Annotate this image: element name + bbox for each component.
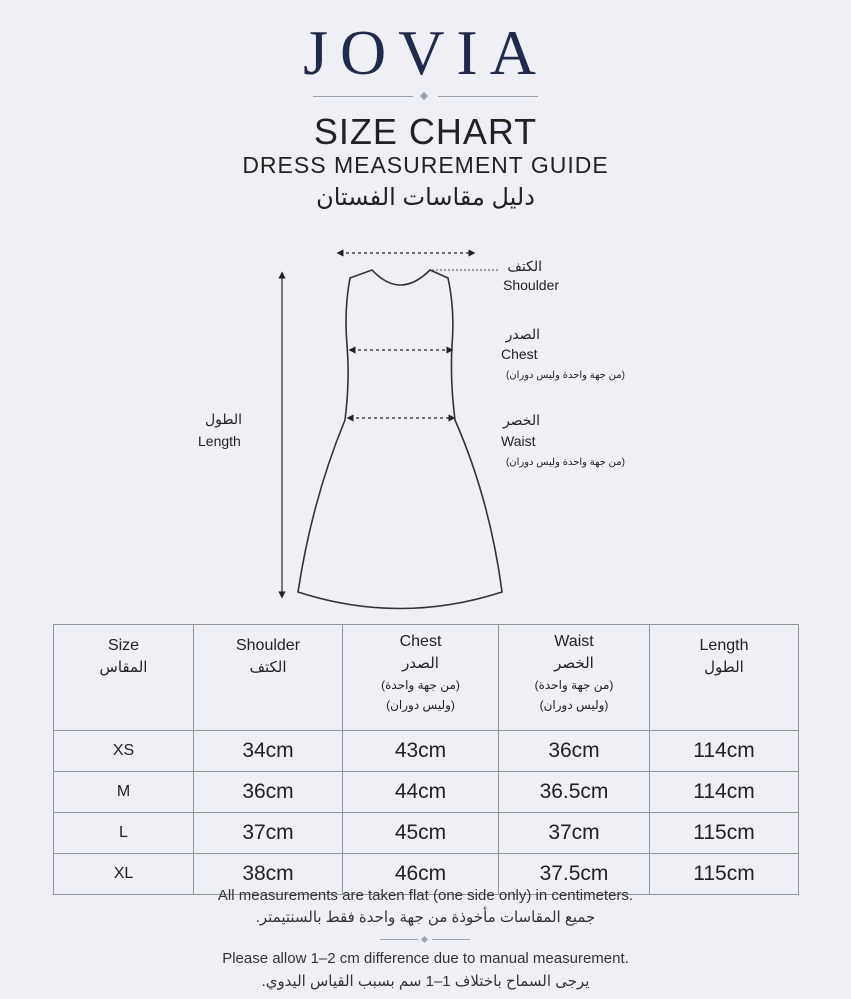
length-label-en: Length	[198, 433, 241, 449]
cell-length: 115cm	[650, 854, 799, 895]
table-row	[54, 731, 799, 772]
dress-outline	[298, 270, 502, 609]
footer-note-ar: جميع المقاسات مأخوذة من جهة واحدة فقط بالسنتيمتر.	[255, 909, 596, 926]
cell-chest: 45cm	[343, 813, 499, 854]
cell-length: 114cm	[650, 731, 799, 772]
table-header-row	[54, 625, 799, 731]
cell-size: XL	[54, 854, 194, 895]
page-subtitle: DRESS MEASUREMENT GUIDE	[242, 152, 609, 178]
table-row	[54, 813, 799, 854]
chest-label-ar: الصدر	[505, 326, 540, 342]
header-waist: Waist الخصر (من جهة واحدة) (وليس دوران)	[499, 625, 650, 731]
footer-allowance-en: Please allow 1–2 cm difference due to manual measurement.	[222, 950, 629, 967]
length-label-ar: الطول	[204, 411, 242, 427]
arabic-title: دليل مقاسات الفستان	[316, 184, 535, 211]
shoulder-label-en: Shoulder	[503, 277, 560, 293]
cell-waist: 36.5cm	[499, 772, 650, 813]
cell-shoulder: 34cm	[194, 731, 343, 772]
cell-length: 115cm	[650, 813, 799, 854]
brand-logo: JOVIA	[303, 17, 548, 88]
cell-shoulder: 36cm	[194, 772, 343, 813]
header-length: Length الطول	[650, 625, 799, 731]
shoulder-label-ar: الكتف	[507, 258, 542, 274]
footer-divider	[380, 938, 470, 942]
footer-allowance-ar: يرجى السماح باختلاف 1–1 سم بسبب القياس اليدوي.	[261, 973, 590, 990]
cell-chest: 43cm	[343, 731, 499, 772]
cell-waist: 37cm	[499, 813, 650, 854]
table-row	[54, 772, 799, 813]
chest-label-en: Chest	[501, 346, 538, 362]
waist-label-en: Waist	[501, 433, 536, 449]
header-shoulder: Shoulder الكتف	[194, 625, 343, 731]
cell-chest: 44cm	[343, 772, 499, 813]
waist-note: (من جهة واحدة وليس دوران)	[505, 457, 625, 468]
size-table	[53, 624, 799, 895]
cell-chest: 46cm	[343, 854, 499, 895]
cell-size: XS	[54, 731, 194, 772]
footer-note-en: All measurements are taken flat (one side only) in centimeters.	[217, 887, 634, 904]
cell-size: M	[54, 772, 194, 813]
cell-size: L	[54, 813, 194, 854]
page-title: SIZE CHART	[313, 111, 538, 152]
header-chest: Chest الصدر (من جهة واحدة) (وليس دوران)	[343, 625, 499, 731]
chest-note: (من جهة واحدة وليس دوران)	[505, 370, 625, 381]
waist-label-ar: الخصر	[502, 412, 540, 428]
cell-waist: 36cm	[499, 731, 650, 772]
cell-waist: 37.5cm	[499, 854, 650, 895]
cell-shoulder: 38cm	[194, 854, 343, 895]
cell-length: 114cm	[650, 772, 799, 813]
header-size: Size المقاس	[54, 625, 194, 731]
cell-shoulder: 37cm	[194, 813, 343, 854]
